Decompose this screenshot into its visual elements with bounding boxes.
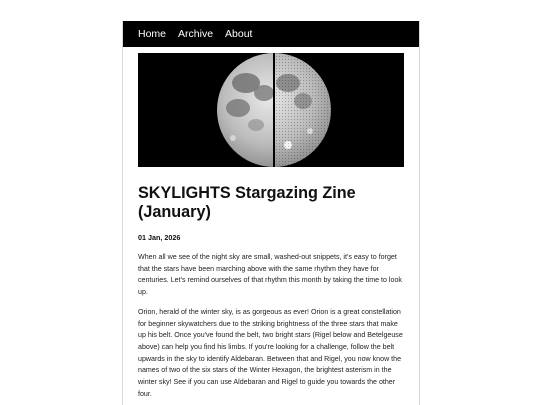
article-paragraph: When all we see of the night sky are small, washed-out snippets, it's easy to forget that the stars have been marching above with the same rhythm they have for centuries. Let's remind ourselves of that rhythm this month by taking the time to look up. (138, 253, 402, 297)
article-date: 01 Jan, 2026 (138, 233, 181, 242)
nav-about-link[interactable]: About (225, 28, 253, 40)
nav-home-link[interactable]: Home (138, 28, 167, 40)
article-page (122, 21, 420, 405)
article-content (123, 184, 419, 400)
article-title: SKYLIGHTS Stargazing Zine (January) (138, 184, 356, 221)
top-nav (123, 21, 419, 47)
hero-image (138, 53, 404, 167)
nav-archive-link[interactable]: Archive (178, 28, 214, 40)
moon-phases-image (138, 53, 404, 167)
article-paragraph: Orion, herald of the winter sky, is as gorgeous as ever! Orion is a great constellation for beginner skywatchers due to the striking brightness of the three stars that make up his belt. Once you've found the belt, two bright stars (Rigel below and Betelgeuse above) can help you find his limbs. If you're looking for a challenge, follow the belt upwards in the sky to identify Aldebaran. Between that and Rigel, you now know the names of two of the six stars of the Winter Hexagon, the brightest asterism in the winter sky! See if you can use Aldebaran and Rigel to guide you towards the other four. (138, 307, 403, 398)
